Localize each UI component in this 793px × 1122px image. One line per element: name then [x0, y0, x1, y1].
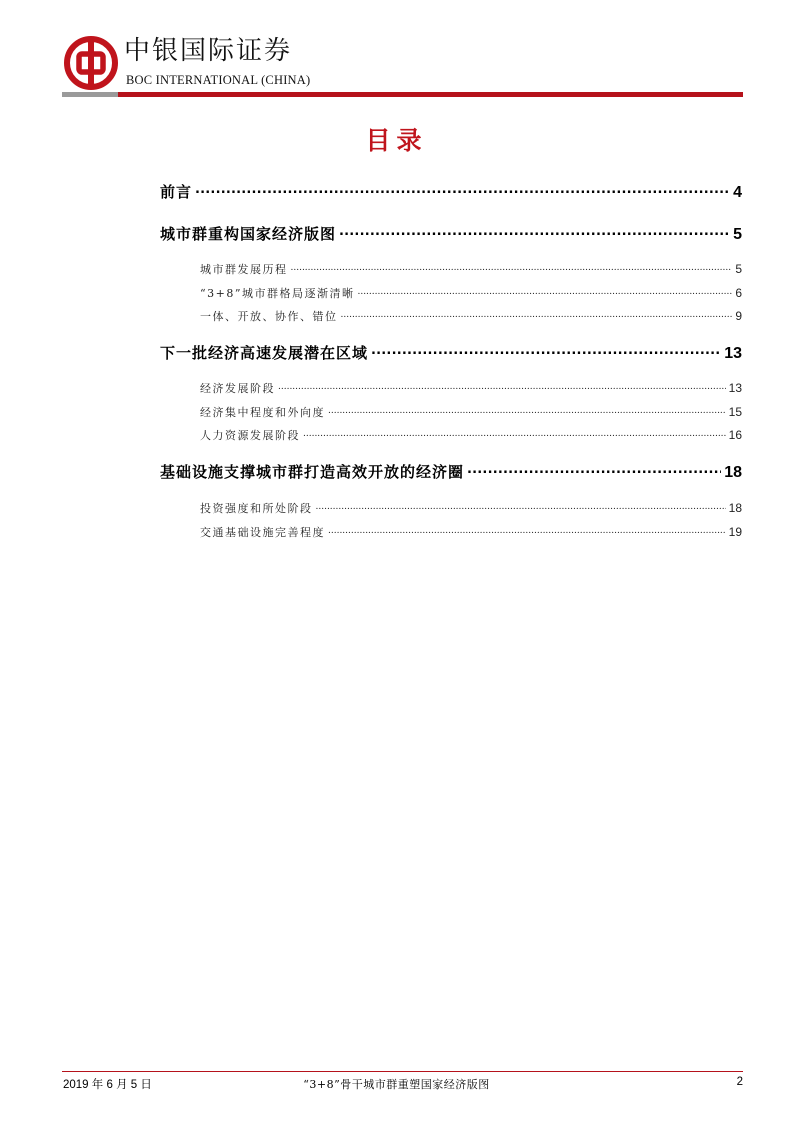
toc-entry-label: 交通基础设施完善程度: [200, 526, 325, 539]
toc-entry-page: 16: [728, 428, 742, 442]
header-rule-gray: [62, 92, 118, 97]
toc-entry-page: 5: [735, 262, 742, 276]
toc-entry-section-2[interactable]: [160, 342, 742, 363]
toc-leader-dots: [291, 262, 733, 273]
toc-entry-page: 4: [733, 184, 742, 201]
toc-entry-page: 18: [724, 464, 742, 481]
toc-entry-section-1[interactable]: [160, 223, 742, 244]
page-header: [0, 0, 793, 100]
toc-entry-label: 城市群发展历程: [200, 263, 288, 276]
header-rule-red: [118, 92, 743, 97]
toc-leader-dots: [328, 525, 726, 536]
toc-entry-label: 经济集中程度和外向度: [200, 406, 325, 419]
toc-entry-subsection[interactable]: [200, 427, 742, 443]
toc-entry-page: 13: [724, 345, 742, 362]
toc-entry-label: 经济发展阶段: [200, 382, 275, 395]
toc-entry-page: 6: [735, 286, 742, 300]
toc-entry-subsection[interactable]: [200, 285, 742, 301]
toc-entry-page: 15: [728, 405, 742, 419]
toc-leader-dots: [278, 381, 726, 392]
toc-entry-subsection[interactable]: [200, 500, 742, 516]
footer-page-number: 2: [736, 1076, 743, 1088]
toc-entry-page: 5: [733, 226, 742, 243]
toc-entry-label: 人力资源发展阶段: [200, 429, 300, 442]
toc-entry-label: 一体、开放、协作、错位: [200, 310, 338, 323]
toc-leader-dots: [467, 462, 721, 477]
toc-entry-page: 18: [728, 501, 742, 515]
toc-leader-dots: [328, 405, 726, 416]
toc-entry-subsection[interactable]: [200, 261, 742, 277]
footer-date: 2019 年 6 月 5 日: [63, 1079, 152, 1091]
toc-leader-dots: [341, 309, 733, 320]
toc-entry-page: 13: [728, 381, 742, 395]
toc-entry-label: “3+8”城市群格局逐渐清晰: [200, 287, 355, 300]
footer-rule: [62, 1071, 743, 1072]
toc-entry-subsection[interactable]: [200, 380, 742, 396]
toc-entry-subsection[interactable]: [200, 404, 742, 420]
toc-entry-label: 前言: [160, 183, 193, 201]
toc-leader-dots: [303, 428, 726, 439]
toc-entry-page: 19: [728, 525, 742, 539]
toc-entry-subsection[interactable]: [200, 308, 742, 324]
toc-leader-dots: [357, 286, 732, 297]
boc-logo-icon: [64, 36, 118, 90]
toc-entry-label: 基础设施支撑城市群打造高效开放的经济圈: [160, 463, 465, 481]
toc-leader-dots: [195, 182, 730, 197]
footer-report-title: “3+8”骨干城市群重塑国家经济版图: [303, 1078, 490, 1091]
toc-title: 目录: [365, 126, 428, 155]
brand-name-cn: 中银国际证券: [124, 36, 293, 66]
toc-leader-dots: [316, 501, 726, 512]
brand-name-en: BOC INTERNATIONAL (CHINA): [126, 73, 311, 87]
toc-entry-section-3[interactable]: [160, 461, 742, 482]
toc-leader-dots: [371, 343, 721, 358]
toc-leader-dots: [339, 224, 730, 239]
toc-entry-label: 下一批经济高速发展潜在区域: [160, 344, 369, 362]
toc-entry-page: 9: [735, 309, 742, 323]
toc-entry-label: 投资强度和所处阶段: [200, 502, 313, 515]
toc-entry-preface[interactable]: [160, 181, 742, 202]
toc-entry-subsection[interactable]: [200, 524, 742, 540]
toc-entry-label: 城市群重构国家经济版图: [160, 225, 337, 243]
